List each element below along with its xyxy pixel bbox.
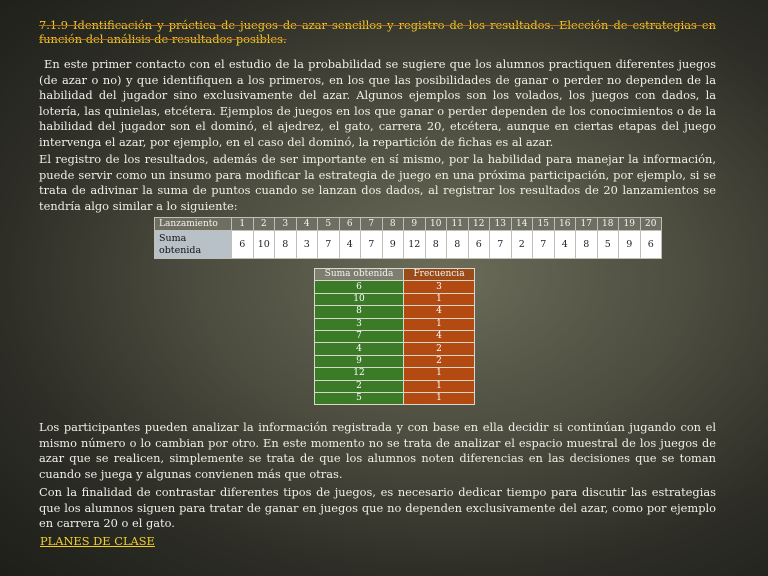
sum-value-cell: 8 [576,231,598,259]
sum-value-cell: 2 [315,380,404,392]
throw-number-cell: 1 [232,218,254,231]
frequency-cell: 2 [404,355,475,367]
section-heading: 7.1.9 Identificación y práctica de juegos de azar sencillos y registro de los resultados. Elección de estrategias en función del análisis de resultados posibles. [39,18,716,46]
throw-row-label: Lanzamiento [155,218,232,231]
sum-row-label: Suma obtenida [155,231,232,259]
frequency-table [314,268,475,405]
sum-value-cell: 9 [619,231,641,259]
frequency-cell: 1 [404,293,475,305]
throw-row [155,218,662,231]
sum-value-cell: 5 [597,231,619,259]
frequency-row [315,330,475,342]
sum-value-cell: 8 [275,231,297,259]
frequency-row [315,306,475,318]
frequency-cell: 3 [404,281,475,293]
sum-value-cell: 6 [232,231,254,259]
frequency-cell: 1 [404,318,475,330]
paragraph-intro: En este primer contacto con el estudio de la probabilidad se sugiere que los alumnos practiquen diferentes juegos (de azar o no) y que identifiquen a los primeros, en los que las posibilidades de ganar o perder no dependen de la habilidad del jugador sino exclusivamente del azar. Algunos ejemplos son los volados, los juegos con dados, la lotería, las quinielas, etcétera. Ejemplos de juegos en los que ganar o perder dependen de los conocimientos o de la habilidad del jugador son el dominó, el ajedrez, el gato, carrera 20, etcétera, aunque en ciertas etapas del juego intervenga el azar, por ejemplo, en el caso del dominó, la repartición de fichas es al azar. [39,57,716,149]
sum-value-cell: 6 [640,231,662,259]
frequency-row [315,380,475,392]
frequency-row [315,293,475,305]
frequency-row [315,392,475,404]
frequency-cell: 4 [404,330,475,342]
sum-value-cell: 7 [318,231,340,259]
throw-number-cell: 6 [339,218,361,231]
planes-de-clase-link[interactable]: PLANES DE CLASE [40,534,155,548]
frequency-row [315,281,475,293]
sum-value-cell: 8 [425,231,447,259]
header-frecuencia: Frecuencia [404,269,475,281]
sum-value-cell: 8 [447,231,469,259]
throw-number-cell: 7 [361,218,383,231]
sum-value-cell: 2 [511,231,533,259]
throw-number-cell: 9 [404,218,426,231]
throw-number-cell: 14 [511,218,533,231]
frequency-cell: 2 [404,343,475,355]
frequency-row [315,368,475,380]
sum-value-cell: 10 [315,293,404,305]
throw-number-cell: 15 [533,218,555,231]
throw-number-cell: 5 [318,218,340,231]
frequency-cell: 1 [404,368,475,380]
paragraph-registro: El registro de los resultados, además de ser importante en sí mismo, por la habilidad para manejar la información, puede servir como un insumo para modificar la estrategia de juego en una próxima participación, por ejemplo, si se trata de adivinar la suma de puntos cuando se lanzan dos dados, al registrar los resultados de 20 lanzamientos se tendría algo similar a lo siguiente: [39,152,716,213]
frequency-cell: 1 [404,380,475,392]
sum-value-cell: 9 [382,231,404,259]
frequency-cell: 4 [404,306,475,318]
sum-value-cell: 7 [533,231,555,259]
sum-value-cell: 5 [315,392,404,404]
sum-value-cell: 12 [315,368,404,380]
sum-value-cell: 6 [468,231,490,259]
frequency-row [315,318,475,330]
sum-value-cell: 7 [315,330,404,342]
sum-value-cell: 7 [361,231,383,259]
sum-value-cell: 9 [315,355,404,367]
sum-value-cell: 3 [315,318,404,330]
results-table [154,217,662,259]
frequency-header-row [315,269,475,281]
throw-number-cell: 17 [576,218,598,231]
sum-row [155,231,662,259]
sum-value-cell: 4 [339,231,361,259]
sum-value-cell: 3 [296,231,318,259]
frequency-cell: 1 [404,392,475,404]
throw-number-cell: 20 [640,218,662,231]
throw-number-cell: 13 [490,218,512,231]
header-suma-obtenida: Suma obtenida [315,269,404,281]
throw-number-cell: 19 [619,218,641,231]
sum-value-cell: 10 [253,231,275,259]
sum-value-cell: 8 [315,306,404,318]
throw-number-cell: 16 [554,218,576,231]
throw-number-cell: 12 [468,218,490,231]
sum-value-cell: 6 [315,281,404,293]
sum-value-cell: 4 [554,231,576,259]
throw-number-cell: 8 [382,218,404,231]
paragraph-analisis: Los participantes pueden analizar la información registrada y con base en ella decidir si continúan jugando con el mismo número o lo cambian por otro. En este momento no se trata de analizar el espacio muestral de los juegos de azar que se realicen, simplemente se trata de que los alumnos noten diferencias en las decisiones que se toman cuando se juega y algunas convienen más que otras. [39,420,716,481]
throw-number-cell: 10 [425,218,447,231]
throw-number-cell: 18 [597,218,619,231]
sum-value-cell: 4 [315,343,404,355]
frequency-row [315,355,475,367]
sum-value-cell: 7 [490,231,512,259]
throw-number-cell: 11 [447,218,469,231]
frequency-row [315,343,475,355]
throw-number-cell: 3 [275,218,297,231]
throw-number-cell: 4 [296,218,318,231]
paragraph-contraste: Con la finalidad de contrastar diferentes tipos de juegos, es necesario dedicar tiempo para discutir las estrategias que los alumnos siguen para tratar de ganar en juegos que no dependen exclusivamente del azar, como por ejemplo en carrera 20 o el gato. [39,485,716,531]
throw-number-cell: 2 [253,218,275,231]
sum-value-cell: 12 [404,231,426,259]
